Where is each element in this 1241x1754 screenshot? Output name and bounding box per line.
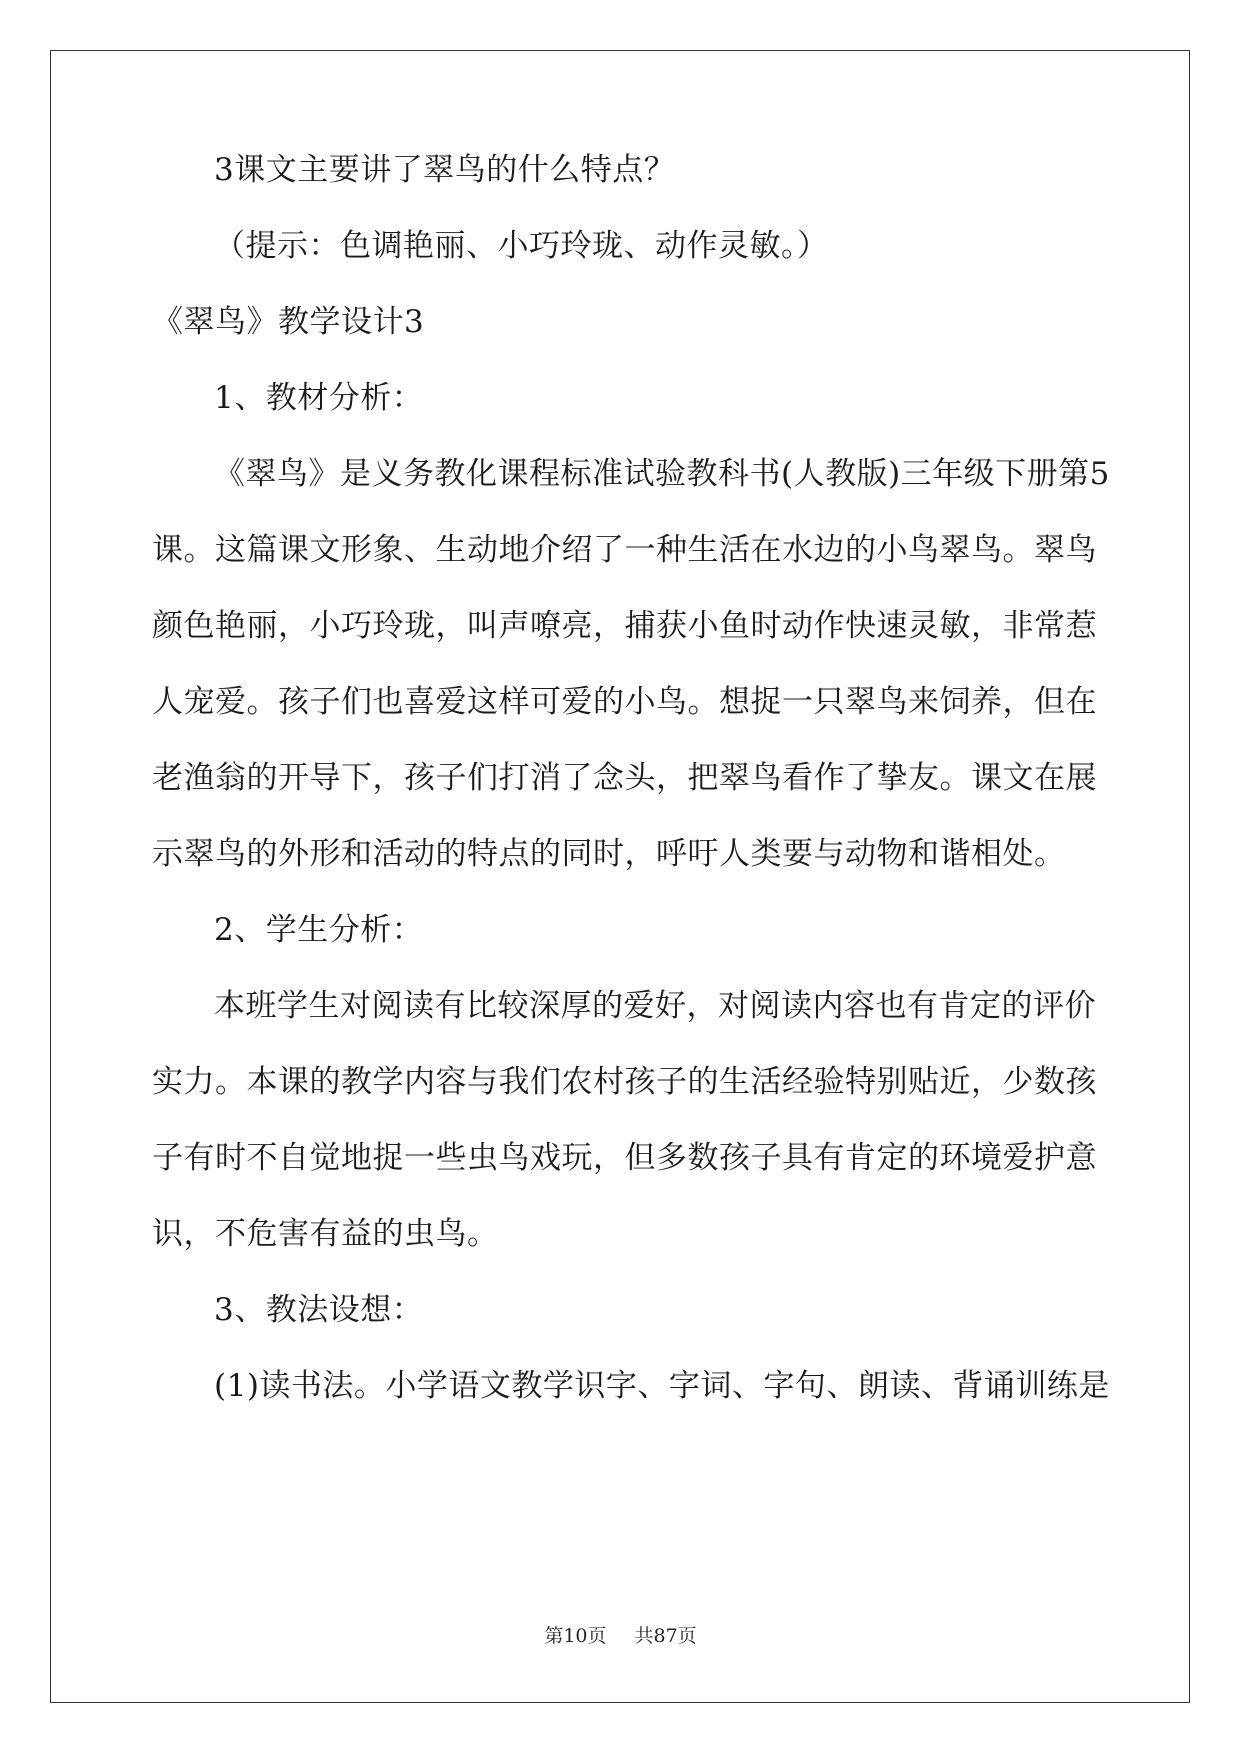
text-line: 《翠鸟》是义务教化课程标准试验教科书(人教版)三年级下册第5 xyxy=(214,456,1110,492)
text-line: （提示：色调艳丽、小巧玲珑、动作灵敏。） xyxy=(214,228,829,264)
page-number: 第10页 xyxy=(544,1625,607,1647)
section-heading: 《翠鸟》教学设计3 xyxy=(152,304,425,340)
text-line: 课。这篇课文形象、生动地介绍了一种生活在水边的小鸟翠鸟。翠鸟 xyxy=(152,532,1097,568)
text-line: 示翠鸟的外形和活动的特点的同时，呼吁人类要与动物和谐相处。 xyxy=(152,836,1066,872)
page-border xyxy=(50,50,1190,1703)
text-line: 3课文主要讲了翠鸟的什么特点？ xyxy=(214,152,676,188)
text-line: 本班学生对阅读有比较深厚的爱好，对阅读内容也有肯定的评价 xyxy=(214,988,1096,1024)
page-footer xyxy=(0,1624,1241,1648)
page-total: 共87页 xyxy=(634,1625,697,1647)
text-line: (1)读书法。小学语文教学识字、字词、字句、朗读、背诵训练是 xyxy=(214,1368,1110,1404)
text-line: 老渔翁的开导下，孩子们打消了念头，把翠鸟看作了挚友。课文在展 xyxy=(152,760,1097,796)
subsection-heading: 3、教法设想： xyxy=(214,1292,424,1328)
text-line: 实力。本课的教学内容与我们农村孩子的生活经验特别贴近，少数孩 xyxy=(152,1064,1097,1100)
subsection-heading: 2、学生分析： xyxy=(214,912,424,948)
text-line: 人宠爱。孩子们也喜爱这样可爱的小鸟。想捉一只翠鸟来饲养，但在 xyxy=(152,684,1097,720)
text-line: 识，不危害有益的虫鸟。 xyxy=(152,1216,499,1252)
text-line: 颜色艳丽，小巧玲珑，叫声嘹亮，捕获小鱼时动作快速灵敏，非常惹 xyxy=(152,608,1097,644)
text-line: 子有时不自觉地捉一些虫鸟戏玩，但多数孩子具有肯定的环境爱护意 xyxy=(152,1140,1097,1176)
subsection-heading: 1、教材分析： xyxy=(214,380,424,416)
